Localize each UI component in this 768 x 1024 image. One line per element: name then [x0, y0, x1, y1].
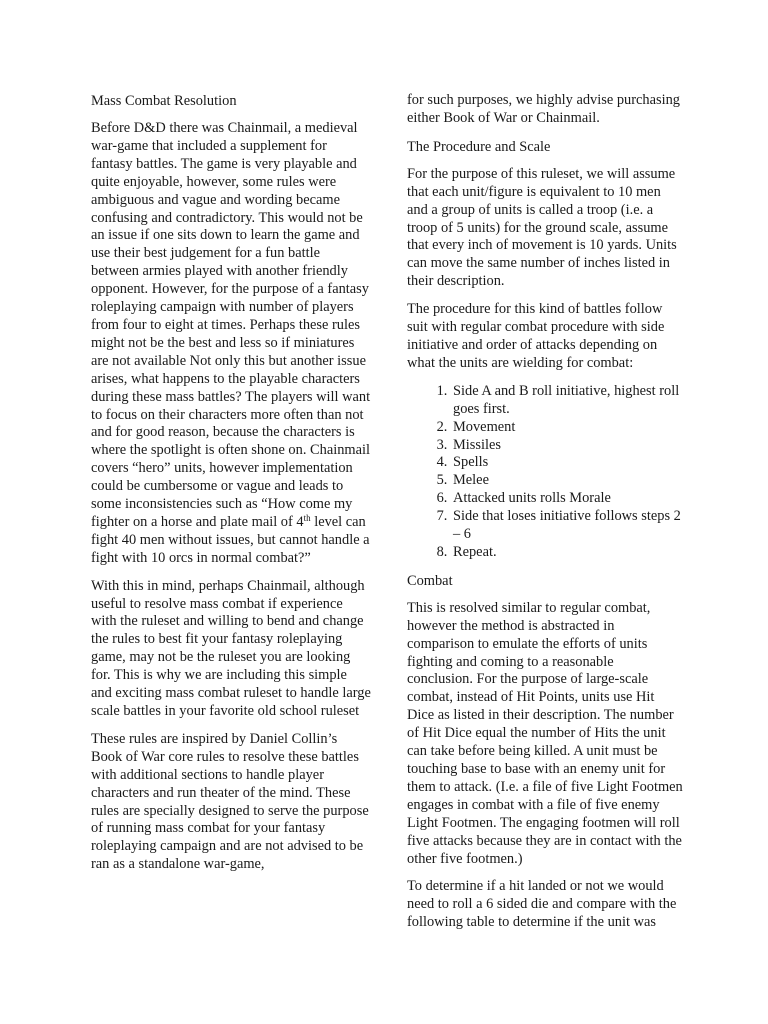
ordinal-suffix: th [303, 512, 311, 523]
list-item: 1. Side A and B roll initiative, highest roll goes first. [451, 383, 683, 419]
paragraph-intro-text: Before D&D there was Chainmail, a medieval war-game that included a supplement for fantasy battles. The game is very playable and quite enjoyable, however, some rules were ambiguous and vague and wording became confusing and contradictory. This would not be an issue if one sits down to learn the game and use their best judgement for a fun battle between armies played with another friendly opponent. However, for the purpose of a fantasy roleplaying campaign with number of players from four to eight at times. Perhaps these rules might not be the best and less so if miniatures are not available Not only this but another issue arises, what happens to the playable characters during these mass battles? The players will want to focus on their characters more often than not and for good reason, because the characters is where the spotlight is often shone on. Chainmail covers “hero” units, however implementation could be cumbersome or vague and leads to some inconsistencies such as “How come my fighter on a horse and plate mail of 4 [91, 120, 371, 530]
list-item: 5. Melee [451, 472, 683, 490]
section-heading-procedure: The Procedure and Scale [407, 138, 551, 155]
paragraph-hit: To determine if a hit landed or not we would need to roll a 6 sided die and compare with the following table to determine if the unit was [407, 878, 677, 931]
procedure-steps-list [407, 383, 683, 562]
list-item: 8. Repeat. [451, 544, 683, 562]
list-item: 4. Spells [451, 454, 683, 472]
paragraph-continuation: for such purposes, we highly advise purchasing either Book of War or Chainmail. [407, 92, 680, 126]
paragraph-scale: For the purpose of this ruleset, we will assume that each unit/figure is equivalent to 10 men and a group of units is called a troop (i.e. a troop of 5 units) for the ground scale, assume that every inch of movement is 10 yards. Units can move the same number of inches listed in their description. [407, 165, 677, 290]
list-item: 3. Missiles [451, 437, 683, 455]
list-item: 7. Side that loses initiative follows steps 2 – 6 [451, 508, 683, 544]
list-item: 2. Movement [451, 419, 683, 437]
section-heading-mass-combat: Mass Combat Resolution [91, 93, 237, 109]
section-heading-combat: Combat [407, 572, 453, 589]
paragraph-chainmail: With this in mind, perhaps Chainmail, although useful to resolve mass combat if experience with the ruleset and willing to bend and change the rules to best fit your fantasy roleplaying game, may not be the ruleset you are looking for. This is why we are including this simple and exciting mass combat ruleset to handle large scale battles in your favorite old school ruleset [91, 577, 371, 719]
paragraph-intro-end: level can fight 40 men without issues, but cannot handle a fight with 10 orcs in normal combat?” [91, 513, 370, 566]
list-item: 6. Attacked units rolls Morale [451, 490, 683, 508]
right-column [407, 92, 683, 942]
paragraph-inspiration: These rules are inspired by Daniel Collin’s Book of War core rules to resolve these battles with additional sections to handle player characters and run theater of the mind. These rules are specially designed to serve the purpose of running mass combat for your fantasy roleplaying campaign and are not advised to be ran as a standalone war-game, [91, 730, 369, 873]
paragraph-procedure: The procedure for this kind of battles follow suit with regular combat procedure with side initiative and order of attacks depending on what the units are wielding for combat: [407, 301, 665, 371]
paragraph-combat: This is resolved similar to regular combat, however the method is abstracted in comparison to emulate the efforts of units fighting and coming to a reasonable conclusion. For the purpose of large-scale combat, instead of Hit Points, units use Hit Dice as listed in their description. The number of Hit Dice equal the number of Hits the unit can take before being killed. A unit must be touching base to base with an enemy unit for them to attack. (I.e. a file of five Light Footmen engages in combat with a file of five enemy Light Footmen. The engaging footmen will roll five attacks because they are in contact with the other five footmen.) [407, 599, 683, 867]
left-column [91, 92, 371, 884]
paragraph-intro [91, 120, 371, 568]
